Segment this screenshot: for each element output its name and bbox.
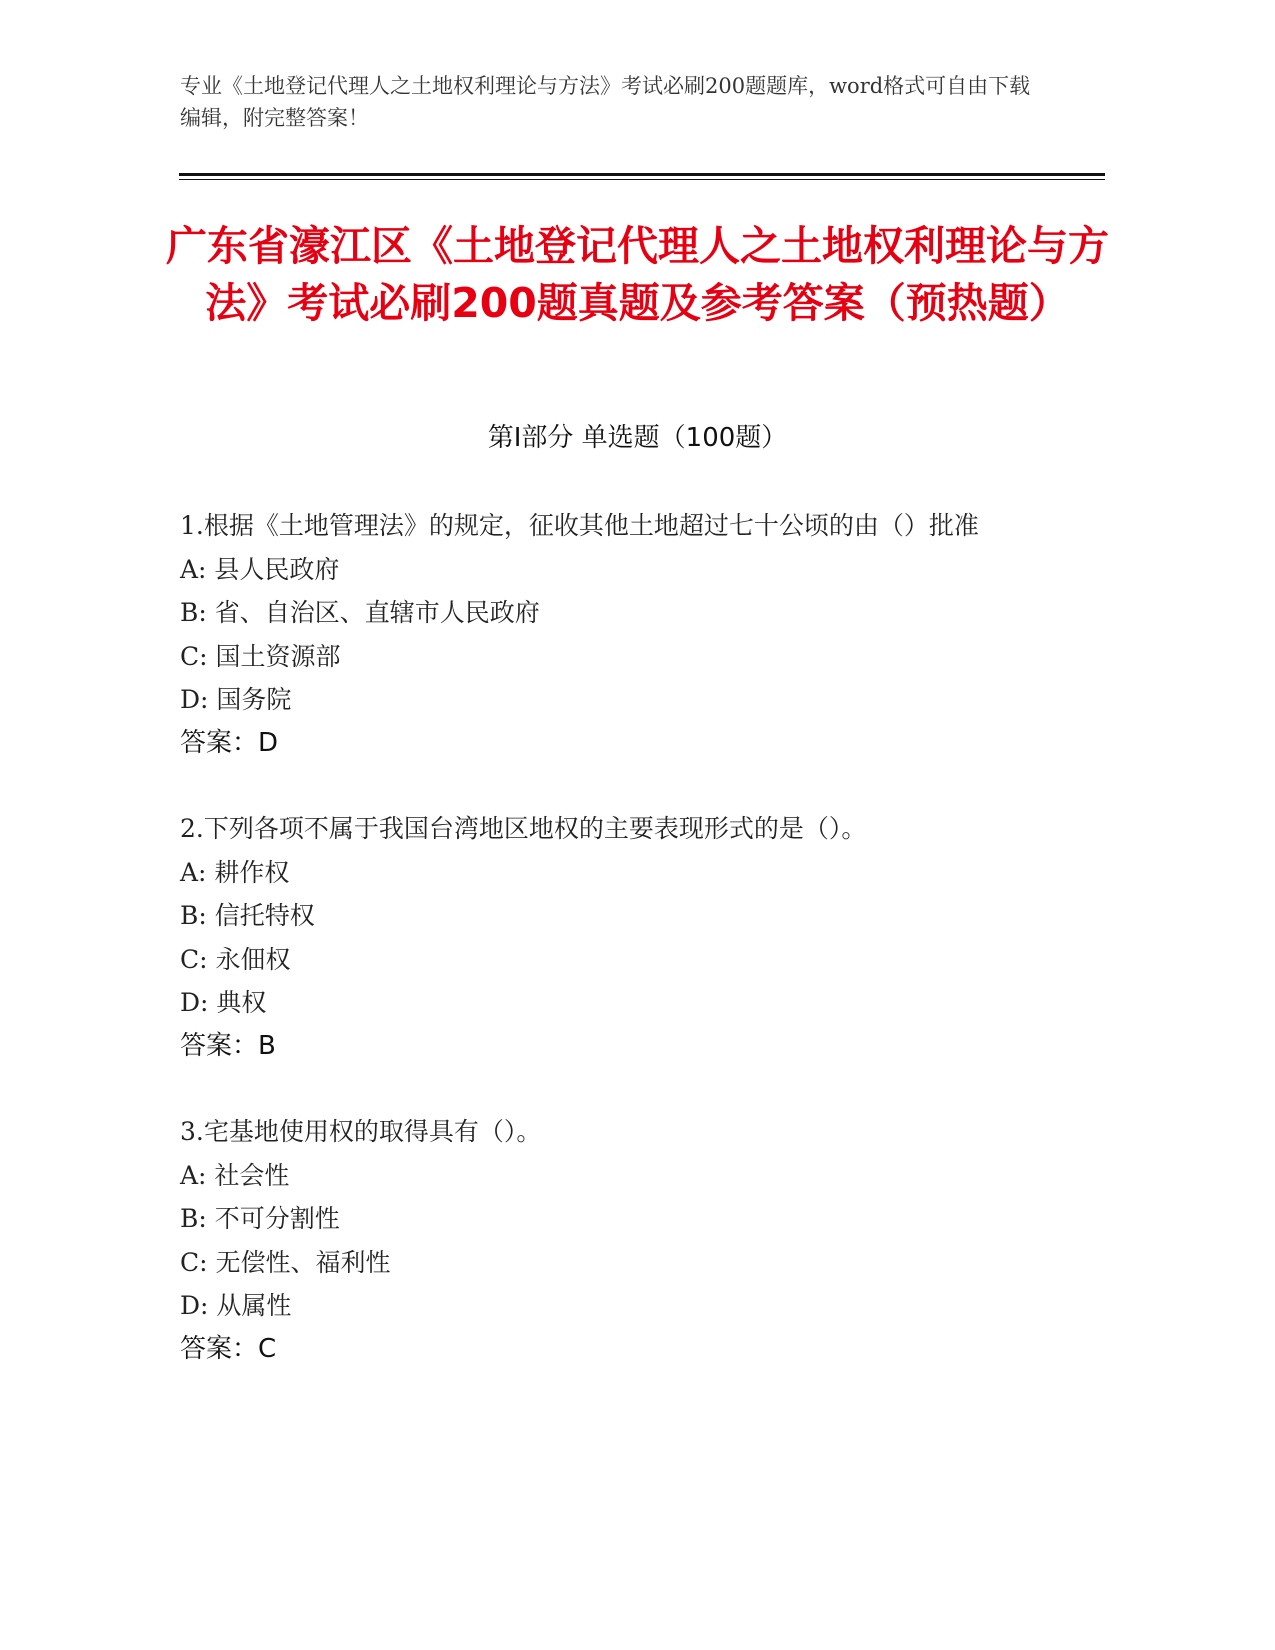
- answer: 答案：B: [180, 1030, 276, 1061]
- question-3: [180, 1110, 1040, 1371]
- option-d: D: 典权: [180, 988, 267, 1017]
- option-c: C: 国土资源部: [180, 641, 341, 671]
- question-stem: 2.下列各项不属于我国台湾地区地权的主要表现形式的是（）。: [180, 814, 867, 843]
- answer: 答案：C: [180, 1333, 277, 1364]
- answer: 答案：D: [180, 727, 279, 758]
- option-a: A: 社会性: [180, 1160, 290, 1190]
- option-c: C: 无偿性、福利性: [180, 1247, 391, 1277]
- header-divider-thin: [179, 179, 1105, 180]
- option-b: B: 不可分割性: [180, 1204, 340, 1233]
- option-a: A: 县人民政府: [180, 554, 340, 584]
- option-d: D: 国务院: [180, 685, 292, 714]
- question-stem: 3.宅基地使用权的取得具有（）。: [180, 1117, 542, 1146]
- question-1: [180, 504, 1040, 765]
- question-stem: 1.根据《土地管理法》的规定，征收其他土地超过七十公顷的由（）批准: [180, 511, 979, 540]
- question-2: [180, 807, 1040, 1068]
- option-a: A: 耕作权: [180, 857, 290, 887]
- document-title: 广东省濠江区《土地登记代理人之土地权利理论与方法》考试必刷200题真题及参考答案（预热题）: [166, 222, 1109, 327]
- question-list: [180, 504, 1040, 1413]
- option-c: C: 永佃权: [180, 944, 291, 974]
- header-note: 专业《土地登记代理人之土地权利理论与方法》考试必刷200题题库，word格式可自由下载编辑，附完整答案！: [180, 74, 1031, 130]
- section-title: 第Ⅰ部分 单选题（100题）: [487, 423, 788, 453]
- header-divider-thick: [179, 173, 1105, 176]
- option-b: B: 省、自治区、直辖市人民政府: [180, 598, 540, 627]
- option-d: D: 从属性: [180, 1291, 292, 1320]
- option-b: B: 信托特权: [180, 901, 315, 930]
